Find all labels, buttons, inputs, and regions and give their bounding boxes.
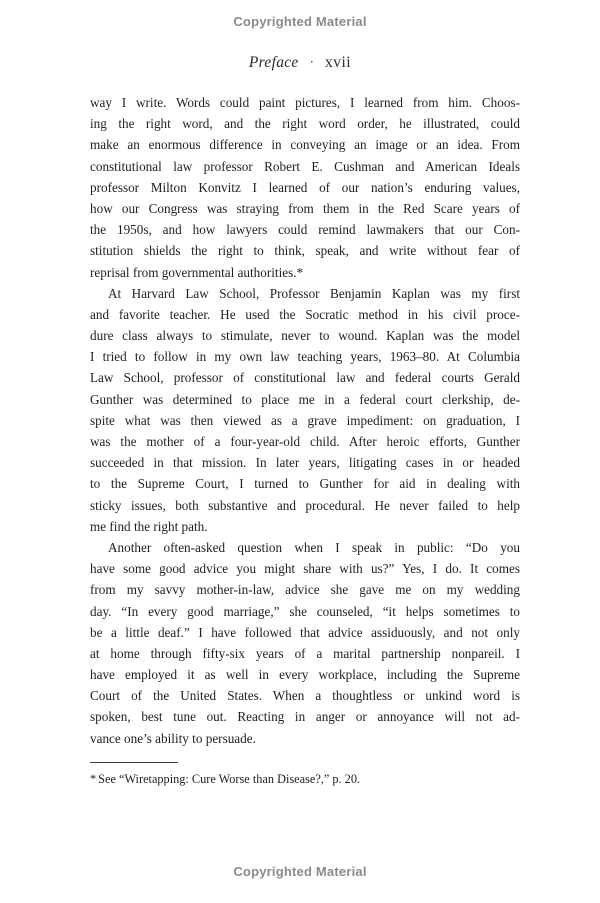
text-line: ing the right word, and the right word order, he illustrated, could [90, 116, 520, 132]
text-line: spite what was then viewed as a grave impediment: on graduation, I [90, 412, 520, 428]
text-line: have employed it as well in every workplace, including the Supreme [90, 667, 520, 683]
text-line: Court of the United States. When a thoughtless or unkind word is [90, 688, 520, 704]
text-line: me find the right path. [90, 518, 208, 534]
text-line: how our Congress was straying from them in the Red Scare years of [90, 200, 520, 216]
text-line: have some good advice you might share with us?” Yes, I do. It comes [90, 561, 520, 577]
footnote-marker: * [90, 772, 97, 786]
chapter-title: Preface [248, 54, 299, 71]
body-text [90, 92, 520, 749]
text-line: way I write. Words could paint pictures, I learned from him. Choos- [90, 95, 520, 110]
text-line: make an enormous difference in conveying an image or an idea. From [90, 137, 520, 153]
page-number: xvii [324, 54, 352, 71]
text-line: day. “In every good marriage,” she counseled, “it helps sometimes to [90, 603, 520, 619]
text-line: succeeded in that mission. In later years, litigating cases in or headed [90, 455, 520, 471]
text-line: stitution shields the right to think, speak, and write without fear of [90, 243, 520, 259]
text-line: At Harvard Law School, Professor Benjamin Kaplan was my first [108, 285, 520, 301]
copyright-watermark-bottom: Copyrighted Material [233, 864, 367, 879]
footnote-text: See “Wiretapping: Cure Worse than Disease?,” p. 20. [98, 772, 361, 786]
text-line: constitutional law professor Robert E. Cushman and American Ideals [90, 158, 520, 174]
text-line: was the mother of a four-year-old child. After heroic efforts, Gunther [90, 434, 520, 449]
separator-dot-icon: · [309, 54, 314, 69]
text-line: the 1950s, and how lawyers could remind lawmakers that our Con- [90, 222, 520, 238]
text-line: at home through fifty-six years of a marital partnership nonpareil. I [90, 645, 520, 661]
text-line: from my savvy mother-in-law, advice she gave me on my wedding [90, 582, 520, 598]
text-line: dure class always to stimulate, never to wound. Kaplan was the model [90, 328, 520, 344]
text-line: professor Milton Konvitz I learned of our nation’s enduring values, [90, 179, 520, 195]
text-line: spoken, best tune out. Reacting in anger or annoyance will not ad- [90, 709, 520, 725]
text-line: I tried to follow in my own law teaching years, 1963–80. At Columbia [90, 349, 520, 365]
text-line: sticky issues, both substantive and procedural. He never failed to help [90, 497, 520, 513]
text-line: vance one’s ability to persuade. [90, 730, 256, 746]
text-line: and favorite teacher. He used the Socratic method in his civil proce- [90, 306, 520, 322]
text-line: to the Supreme Court, I turned to Gunther for aid in dealing with [90, 476, 520, 492]
text-line: reprisal from governmental authorities.* [90, 264, 304, 280]
text-line: Another often-asked question when I speak in public: “Do you [108, 539, 520, 555]
text-line: Gunther was determined to place me in a federal court clerkship, de- [90, 391, 520, 407]
footnote-rule [90, 762, 178, 763]
text-line: Law School, professor of constitutional law and federal courts Gerald [90, 370, 520, 386]
footnote [90, 771, 520, 788]
copyright-watermark-top: Copyrighted Material [233, 14, 367, 29]
running-head [0, 54, 600, 72]
text-line: be a little deaf.” I have followed that advice assiduously, and not only [90, 624, 520, 640]
